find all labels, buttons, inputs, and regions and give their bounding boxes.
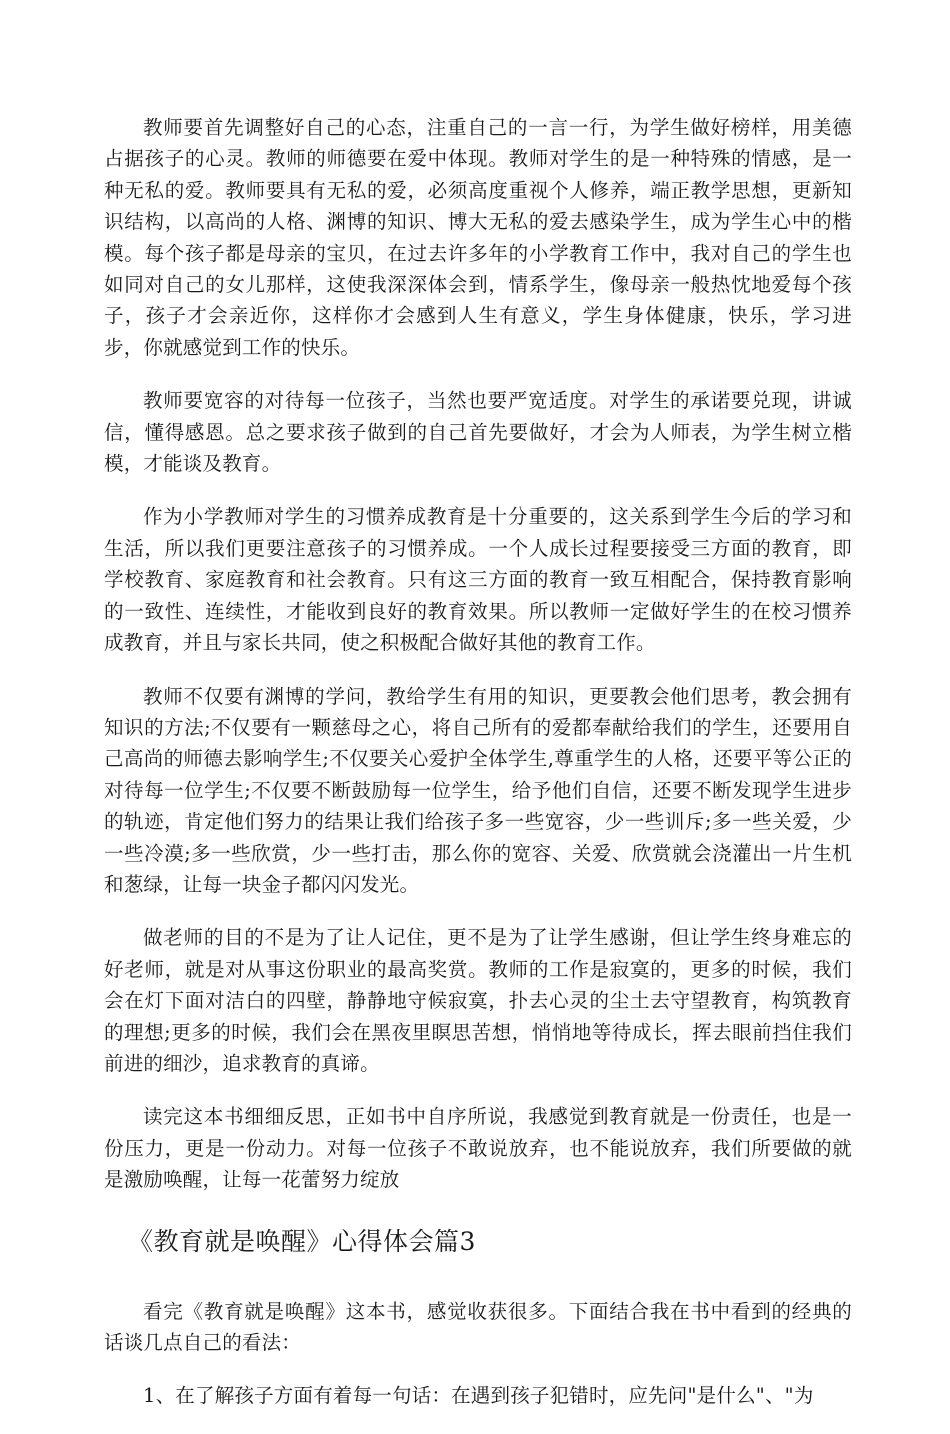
document-page — [104, 112, 852, 1434]
paragraph-4: 教师不仅要有渊博的学问，教给学生有用的知识，更要教会他们思考，教会拥有知识的方法;不仅要有一颗慈母之心，将自己所有的爱都奉献给我们的学生，还要用自己高尚的师德去影响学生;不仅要关心爱护全体学生,尊重学生的人格，还要平等公正的对待每一位学生;不仅要不断鼓励每一位学生，给予他们自信，还要不断发现学生进步的轨迹，肯定他们努力的结果让我们给孩子多一些宽容，少一些训斥;多一些关爱，少一些冷漠;多一些欣赏，少一些打击，那么你的宽容、关爱、欣赏就会浇灌出一片生机和葱绿，让每一块金子都闪闪发光。 — [104, 684, 852, 896]
paragraph-3: 作为小学教师对学生的习惯养成教育是十分重要的，这关系到学生今后的学习和生活，所以我们更要注意孩子的习惯养成。一个人成长过程要接受三方面的教育，即学校教育、家庭教育和社会教育。只有这三方面的教育一致互相配合，保持教育影响的一致性、连续性，才能收到良好的教育效果。所以教师一定做好学生的在校习惯养成教育，并且与家长共同，使之积极配合做好其他的教育工作。 — [104, 505, 852, 655]
paragraph-7: 看完《教育就是唤醒》这本书，感觉收获很多。下面结合我在书中看到的经典的话谈几点自己的看法： — [104, 1299, 852, 1354]
paragraph-8: 1、在了解孩子方面有着每一句话：在遇到孩子犯错时，应先问"是什么"、"为 — [143, 1384, 814, 1408]
paragraph-5: 做老师的目的不是为了让人记住，更不是为了让学生感谢，但让学生终身难忘的好老师，就是对从事这份职业的最高奖赏。教师的工作是寂寞的，更多的时候，我们会在灯下面对洁白的四壁，静静地守候寂寞，扑去心灵的尘土去守望教育，构筑教育的理想;更多的时候，我们会在黑夜里瞑思苦想，悄悄地等待成长，挥去眼前挡住我们前进的细沙，追求教育的真谛。 — [104, 926, 852, 1075]
paragraph-1: 教师要首先调整好自己的心态，注重自己的一言一行，为学生做好榜样，用美德占据孩子的心灵。教师的师德要在爱中体现。教师对学生的是一种特殊的情感，是一种无私的爱。教师要具有无私的爱，必须高度重视个人修养，端正教学思想，更新知识结构，以高尚的人格、渊博的知识、博大无私的爱去感染学生，成为学生心中的楷模。每个孩子都是母亲的宝贝，在过去许多年的小学教育工作中，我对自己的学生也如同对自己的女儿那样，这使我深深体会到，情系学生，像母亲一般热忱地爱每个孩子，孩子才会亲近你，这样你才会感到人生有意义，学生身体健康，快乐，学习进步，你就感觉到工作的快乐。 — [104, 116, 852, 359]
paragraph-6: 读完这本书细细反思，正如书中自序所说，我感觉到教育就是一份责任，也是一份压力，更是一份动力。对每一位孩子不敢说放弃，也不能说放弃，我们所要做的就是激励唤醒，让每一花蕾努力绽放 — [104, 1105, 852, 1192]
paragraph-2: 教师要宽容的对待每一位孩子，当然也要严宽适度。对学生的承诺要兑现，讲诚信，懂得感恩。总之要求孩子做到的自己首先要做好，才会为人师表，为学生树立楷模，才能谈及教育。 — [104, 389, 852, 476]
section-heading: 《教育就是唤醒》心得体会篇3 — [128, 1226, 476, 1256]
